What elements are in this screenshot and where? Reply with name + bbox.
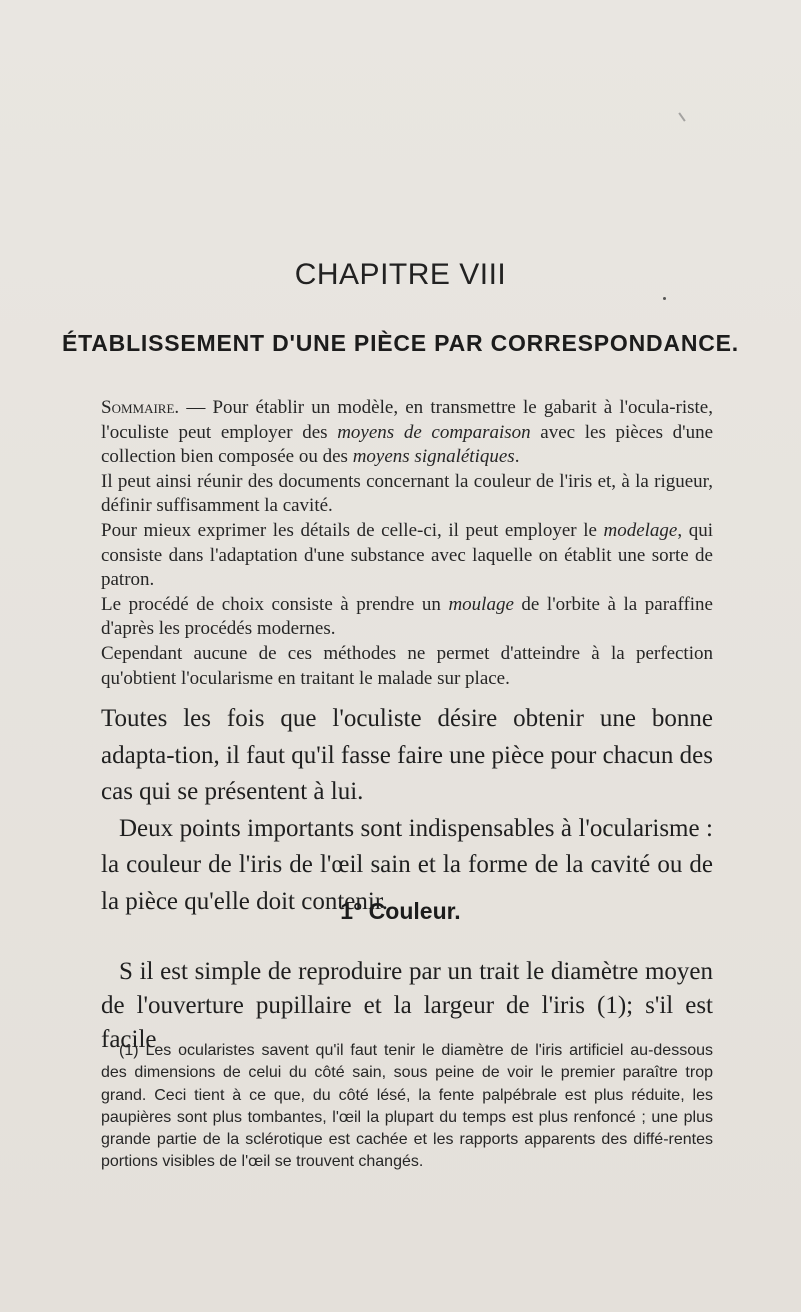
summary-text: , qui consiste dans l'adaptation d'une substance avec laquelle on établit une sorte de patron.: [101, 519, 713, 591]
page-speck: [678, 112, 685, 121]
summary-paragraph: [101, 519, 713, 593]
main-text: [101, 701, 713, 920]
page-speck: [663, 297, 666, 300]
chapter-title: ÉTABLISSEMENT D'UNE PIÈCE PAR CORRESPONDANCE.: [61, 330, 739, 356]
chapter-summary: [101, 396, 713, 691]
summary-text: — Pour établir un modèle, en transmettre le gabarit à l'ocula-riste, l'oculiste peut employer des: [101, 397, 713, 443]
summary-text: de l'orbite à la paraffine d'après les procédés modernes.: [101, 593, 713, 640]
summary-emphasis: moulage: [448, 593, 514, 615]
summary-paragraph: Cependant aucune de ces méthodes ne permet d'atteindre à la perfection qu'obtient l'ocularisme en traitant le malade sur place.: [101, 642, 713, 689]
footnote: [101, 1040, 713, 1174]
body-paragraph: Toutes les fois que l'oculiste désire obtenir une bonne adapta-tion, il faut qu'il fasse faire une pièce pour chacun des cas qui se présentent à lui.: [101, 705, 713, 805]
summary-emphasis: modelage: [603, 519, 678, 541]
summary-text: avec les pièces d'une collection bien composée ou des: [101, 421, 714, 468]
body-paragraph: Deux points importants sont indispensables à l'ocularisme : la couleur de l'iris de l'œil sain et la forme de la cavité ou de la pièce qu'elle doit contenir.: [101, 814, 713, 915]
summary-paragraph: Il peut ainsi réunir des documents concernant la couleur de l'iris et, à la rigueur, définir suffisamment la cavité.: [101, 470, 713, 517]
summary-label: Sommaire.: [101, 397, 180, 418]
section-heading: 1° Couleur.: [340, 898, 461, 924]
summary-text: .: [514, 446, 520, 468]
footnote-text: (1) Les ocularistes savent qu'il faut tenir le diamètre de l'iris artificiel au-dessous des dimensions de celui du côté sain, sous peine de voir le premier paraître trop grand. Ceci tient à ce que, du côté lésé, la fente palpébrale est plus réduite, les paupières sont plus tombantes, l'œil la plupart du temps est plus renfoncé ; une plus grande partie de la sclérotique est cachée et les rapports apparents des diffé-rentes portions visibles de l'œil se trouvent changés.: [101, 1042, 713, 1171]
summary-paragraph: [101, 593, 713, 642]
summary-emphasis: moyens de comparaison: [337, 421, 531, 443]
summary-paragraph: [101, 396, 713, 470]
body-paragraph: S il est simple de reproduire par un trait le diamètre moyen de l'ouverture pupillaire et la largeur de l'iris (1); s'il est facile: [101, 958, 713, 1053]
summary-text: Pour mieux exprimer les détails de celle-ci, il peut employer le: [101, 519, 604, 541]
summary-text: Le procédé de choix consiste à prendre un: [101, 593, 449, 615]
summary-emphasis: moyens signalétiques: [352, 446, 515, 468]
chapter-heading: CHAPITRE VIII: [294, 258, 507, 291]
